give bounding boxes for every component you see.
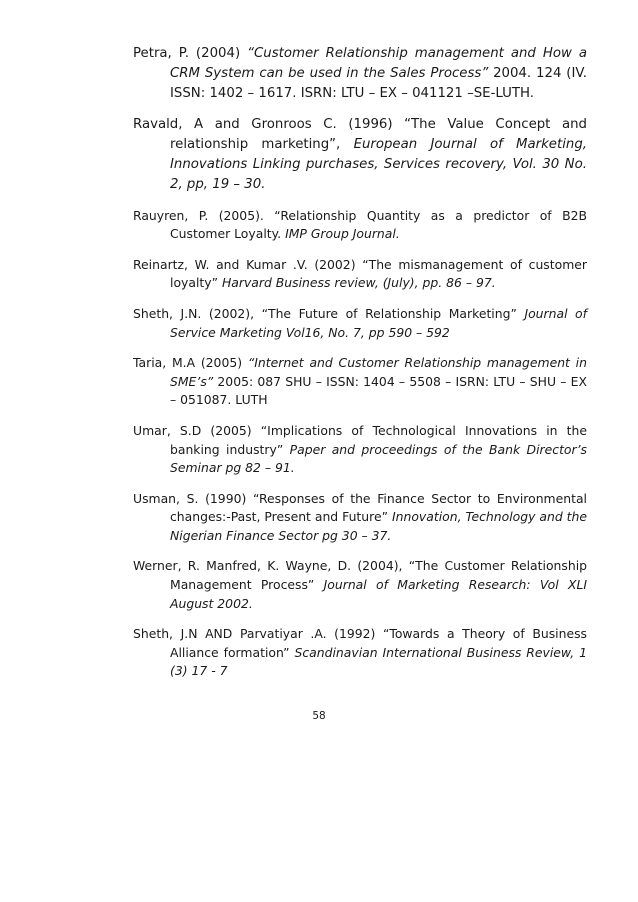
reference-text: Sheth, J.N. (2002), “The Future of Relationship Marketing”: [133, 305, 525, 321]
reference-entry: [133, 354, 587, 410]
page-number: 58: [312, 710, 326, 722]
reference-entry: [133, 490, 587, 546]
reference-source: Scandinavian International Business Review, 1 (3) 17 - 7: [170, 644, 587, 679]
reference-text: Rauyren, P. (2005). “Relationship Quantity as a predictor of B2B Customer Loyalty.: [133, 207, 587, 242]
reference-entry: [133, 557, 587, 613]
reference-text: Taria, M.A (2005): [133, 355, 248, 371]
reference-list: [133, 44, 587, 693]
reference-entry: [133, 305, 587, 342]
reference-text: Usman, S. (1990) “Responses of the Finance Sector to Environmental changes:-Past, Present and Future”: [133, 490, 587, 525]
reference-text: Reinartz, W. and Kumar .V. (2002) “The mismanagement of customer loyalty”: [133, 256, 587, 291]
reference-entry: [133, 256, 587, 293]
reference-text: Umar, S.D (2005) “Implications of Technological Innovations in the banking industry”: [133, 422, 587, 457]
reference-text: Petra, P. (2004): [133, 46, 248, 61]
reference-source: “Internet and Customer Relationship management in SME’s”: [170, 355, 587, 389]
reference-text: Ravald, A and Gronroos C. (1996) “The Value Concept and relationship marketing”,: [133, 117, 587, 153]
reference-source: European Journal of Marketing, Innovations Linking purchases, Services recovery, Vol. 30 No. 2, pp, 19 – 30.: [170, 137, 587, 192]
reference-entry: [133, 422, 587, 478]
reference-details: 2005: 087 SHU – ISSN: 1404 – 5508 – ISRN: LTU – SHU – EX – 051087. LUTH: [170, 373, 587, 408]
reference-source: Journal of Marketing Research: Vol XLI August 2002.: [170, 577, 587, 611]
reference-source: Harvard Business review, (July), pp. 86 – 97.: [221, 275, 496, 291]
reference-entry: [133, 115, 587, 194]
reference-entry: [133, 625, 587, 681]
reference-details: 2004. 124 (IV. ISSN: 1402 – 1617. ISRN: LTU – EX – 041121 –SE-LUTH.: [170, 65, 587, 101]
reference-text: Sheth, J.N AND Parvatiyar .A. (1992) “Towards a Theory of Business Alliance formation”: [133, 626, 587, 660]
reference-source: “Customer Relationship management and How a CRM System can be used in the Sales Process”: [170, 46, 587, 81]
reference-source: Journal of Service Marketing Vol16, No. 7, pp 590 – 592: [170, 305, 588, 340]
reference-source: Innovation, Technology and the Nigerian Finance Sector pg 30 – 37.: [170, 509, 587, 543]
reference-source: Paper and proceedings of the Bank Director’s Seminar pg 82 – 91.: [170, 441, 588, 476]
reference-entry: [133, 207, 587, 244]
reference-text: Werner, R. Manfred, K. Wayne, D. (2004), “The Customer Relationship Management Process”: [133, 558, 587, 593]
reference-source: IMP Group Journal.: [285, 226, 400, 242]
reference-entry: [133, 44, 587, 103]
